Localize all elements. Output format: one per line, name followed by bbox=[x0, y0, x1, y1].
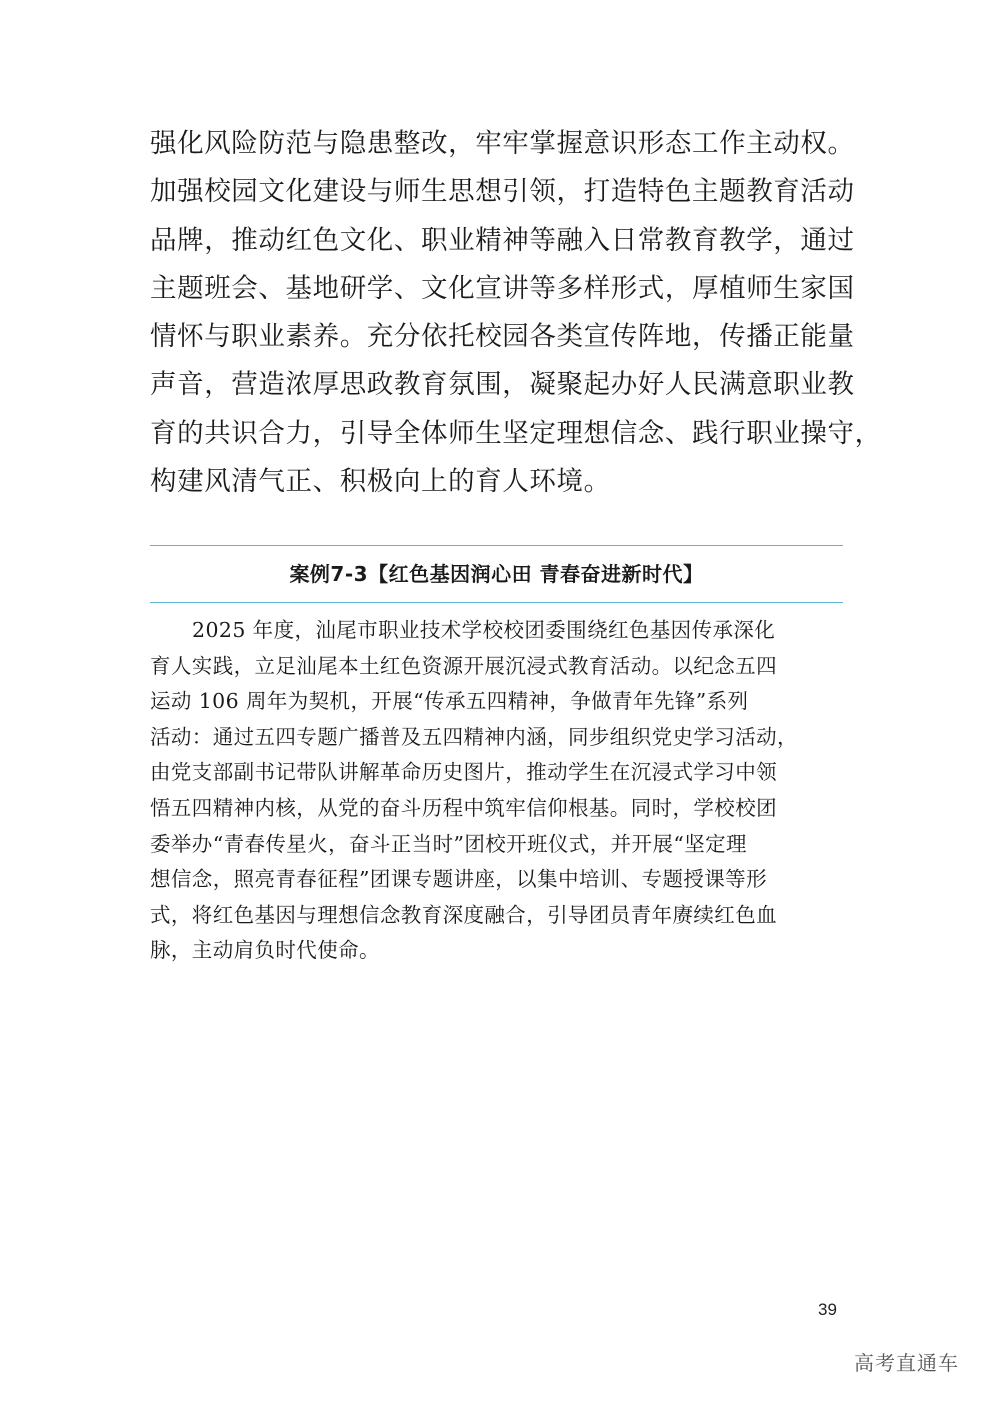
case-line: 式，将红色基因与理想信念教育深度融合，引导团员青年赓续红色血 bbox=[150, 902, 777, 927]
paragraph-line: 主题班会、基地研学、文化宣讲等多样形式，厚植师生家国 bbox=[150, 272, 855, 304]
paragraph-line: 构建风清气正、积极向上的育人环境。 bbox=[150, 466, 611, 498]
case-line: 育人实践，立足汕尾本土红色资源开展沉浸式教育活动。以纪念五四 bbox=[150, 653, 777, 678]
watermark-text: 高考直通车 bbox=[854, 1351, 959, 1375]
case-line: 活动：通过五四专题广播普及五四精神内涵，同步组织党史学习活动， bbox=[150, 724, 798, 749]
case-bottom-rule bbox=[150, 602, 843, 603]
paragraph-line: 品牌，推动红色文化、职业精神等融入日常教育教学，通过 bbox=[150, 224, 855, 256]
paragraph-line: 加强校园文化建设与师生思想引领，打造特色主题教育活动 bbox=[150, 176, 855, 208]
paragraph-line: 情怀与职业素养。充分依托校园各类宣传阵地，传播正能量 bbox=[150, 321, 855, 353]
case-line: 脉，主动肩负时代使命。 bbox=[150, 938, 380, 963]
case-line: 想信念，照亮青春征程”团课专题讲座，以集中培训、专题授课等形 bbox=[150, 867, 767, 892]
main-paragraph bbox=[150, 120, 882, 506]
case-line: 悟五四精神内核，从党的奋斗历程中筑牢信仰根基。同时，学校校团 bbox=[150, 795, 777, 820]
paragraph-line: 声音，营造浓厚思政教育氛围，凝聚起办好人民满意职业教 bbox=[150, 369, 855, 401]
case-box bbox=[150, 545, 843, 969]
case-line: 由党支部副书记带队讲解革命历史图片，推动学生在沉浸式学习中领 bbox=[150, 760, 777, 785]
case-line: 委举办“青春传星火，奋斗正当时”团校开班仪式，并开展“坚定理 bbox=[150, 831, 747, 856]
page-number: 39 bbox=[818, 1300, 837, 1319]
paragraph-line: 育的共识合力，引导全体师生坚定理想信念、践行职业操守， bbox=[150, 417, 882, 449]
case-line: 运动 106 周年为契机，开展“传承五四精神，争做青年先锋”系列 bbox=[150, 689, 749, 714]
case-line: 2025 年度，汕尾市职业技术学校校团委围绕红色基因传承深化 bbox=[192, 618, 776, 642]
paragraph-line: 强化风险防范与隐患整改，牢牢掌握意识形态工作主动权。 bbox=[150, 128, 855, 159]
case-title: 案例7-3【红色基因润心田 青春奋进新时代】 bbox=[289, 562, 704, 586]
case-body bbox=[150, 613, 843, 969]
